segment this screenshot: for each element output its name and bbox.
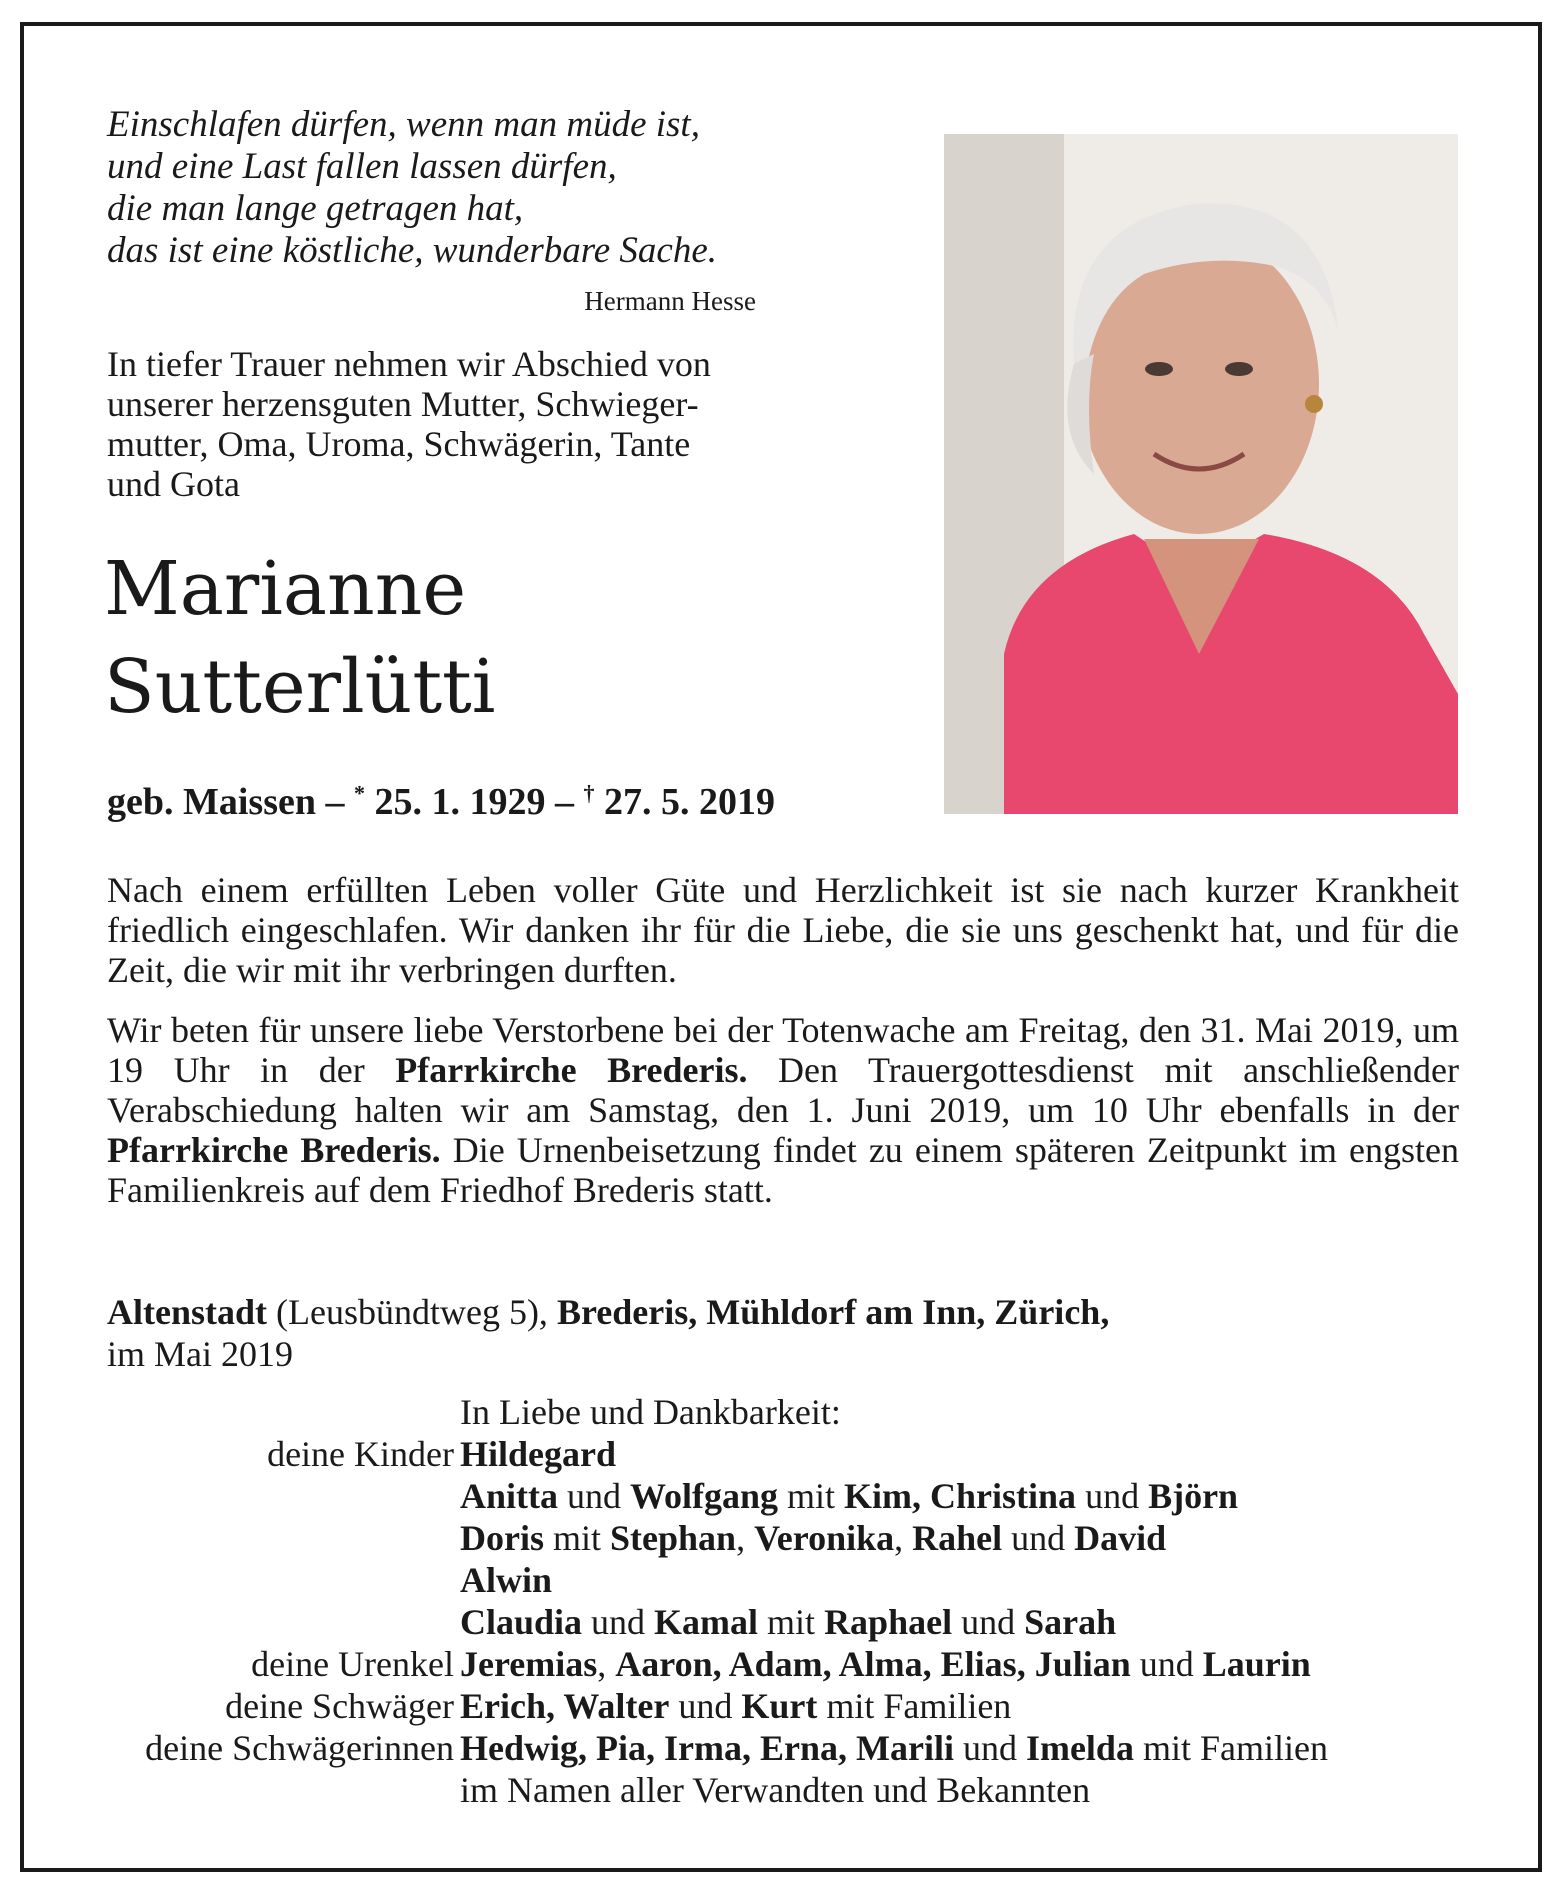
connector: und	[1002, 1518, 1075, 1558]
family-heading: In Liebe und Dankbarkeit:	[460, 1392, 841, 1432]
place-name: Altenstadt	[107, 1292, 267, 1332]
birth-date: 25. 1. 1929 –	[365, 781, 584, 823]
person-name: Erich, Walter	[460, 1686, 670, 1726]
family-row	[0, 1475, 1568, 1517]
quote-line: und eine Last fallen lassen dürfen,	[107, 146, 617, 187]
place-names: Brederis, Mühldorf am Inn, Zürich,	[556, 1292, 1110, 1332]
service-text: Die Urnenbeisetzung findet zu einem späteren Zeitpunkt im engsten Familienkreis auf dem Friedhof Brederis statt.	[107, 1130, 1460, 1210]
person-name: Veronika	[754, 1518, 895, 1558]
person-name: Doris	[460, 1518, 544, 1558]
person-name: David	[1074, 1518, 1167, 1558]
service-text: Den Trauergottesdienst mit anschließender Verabschiedung halten wir am Samstag, den 1. Juni 2019, um 10 Uhr ebenfalls in der	[107, 1050, 1459, 1130]
poem-quote	[107, 104, 767, 272]
deceased-name	[104, 540, 824, 736]
connector: ,	[736, 1518, 755, 1558]
intro-line: und Gota	[107, 464, 240, 504]
person-name: Stephan	[610, 1518, 737, 1558]
connector: mit Familien	[817, 1686, 1012, 1726]
family-row	[0, 1601, 1568, 1643]
family-row-children	[0, 1433, 1568, 1475]
location-block	[107, 1291, 1459, 1375]
birth-mark: *	[354, 780, 365, 806]
family-row-sisters-in-law	[0, 1727, 1568, 1769]
person-name: Kurt	[741, 1686, 818, 1726]
relation-label: deine Urenkel	[251, 1644, 454, 1684]
address: (Leusbündtweg 5),	[267, 1292, 557, 1332]
family-row	[0, 1517, 1568, 1559]
relation-label: deine Schwägerinnen	[145, 1728, 454, 1768]
connector: ,	[597, 1644, 616, 1684]
connector: ,	[894, 1518, 913, 1558]
connector: mit	[758, 1602, 825, 1642]
paragraph-life	[107, 870, 1459, 990]
intro-text	[107, 344, 827, 504]
connector: mit	[778, 1476, 845, 1516]
quote-line: die man lange getragen hat,	[107, 188, 524, 229]
closing-line: im Namen aller Verwandten und Bekannten	[460, 1770, 1091, 1810]
connector: und	[558, 1476, 630, 1516]
family-row-brothers-in-law	[0, 1685, 1568, 1727]
person-name: Jeremias	[460, 1644, 598, 1684]
family-row-closing	[0, 1769, 1568, 1811]
portrait-illustration	[944, 134, 1458, 814]
relation-label: deine Kinder	[267, 1434, 454, 1474]
connector: und	[953, 1728, 1026, 1768]
connector: und	[1076, 1476, 1149, 1516]
person-name: Alwin	[460, 1560, 553, 1600]
person-name: Hildegard	[460, 1434, 617, 1474]
intro-line: unserer herzensguten Mutter, Schwieger-	[107, 384, 699, 424]
portrait-photo	[944, 134, 1458, 814]
relation-label: deine Schwäger	[225, 1686, 454, 1726]
person-name: Imelda	[1025, 1728, 1134, 1768]
notice-date: im Mai 2019	[107, 1334, 293, 1374]
person-name: Kim, Christina	[844, 1476, 1077, 1516]
person-name: Hedwig, Pia, Irma, Erna, Marili	[460, 1728, 954, 1768]
person-name: Laurin	[1202, 1644, 1311, 1684]
last-name: Sutterlütti	[104, 644, 496, 730]
first-name: Marianne	[104, 546, 467, 632]
church-name: Pfarrkirche Brederis.	[107, 1130, 441, 1170]
person-name: Claudia	[460, 1602, 583, 1642]
family-row	[0, 1559, 1568, 1601]
paragraph-text: Nach einem erfüllten Leben voller Güte und Herzlichkeit ist sie nach kurzer Krankheit friedlich eingeschlafen. Wir danken ihr für die Liebe, die sie uns geschenkt hat, und für die Zeit, die wir mit ihr verbringen durften.	[107, 870, 1459, 990]
death-date: 27. 5. 2019	[594, 781, 775, 823]
life-dates	[107, 780, 867, 824]
paragraph-services	[107, 1010, 1459, 1210]
family-list	[0, 1391, 1568, 1811]
person-name: Raphael	[824, 1602, 953, 1642]
person-name: Wolfgang	[630, 1476, 779, 1516]
person-name: Kamal	[654, 1602, 759, 1642]
quote-author: Hermann Hesse	[584, 286, 756, 316]
connector: mit Familien	[1133, 1728, 1328, 1768]
quote-line: das ist eine köstliche, wunderbare Sache.	[107, 230, 718, 271]
person-name: Sarah	[1024, 1602, 1117, 1642]
family-row-greatgrandchildren	[0, 1643, 1568, 1685]
service-text: Wir beten für unsere liebe Verstorbene bei der Totenwache am Freitag, den 31. Mai 2019, um 19 Uhr in der	[107, 1010, 1459, 1090]
person-name: Anitta	[460, 1476, 558, 1516]
connector: mit	[544, 1518, 611, 1558]
connector: und	[1130, 1644, 1203, 1684]
connector: und	[582, 1602, 655, 1642]
person-name: Aaron, Adam, Alma, Elias, Julian	[615, 1644, 1131, 1684]
person-name: Rahel	[912, 1518, 1003, 1558]
connector: und	[952, 1602, 1025, 1642]
intro-line: In tiefer Trauer nehmen wir Abschied von	[107, 344, 711, 384]
birth-prefix: geb. Maissen –	[107, 781, 354, 823]
church-name: Pfarrkirche Brederis.	[395, 1050, 748, 1090]
quote-line: Einschlafen dürfen, wenn man müde ist,	[107, 104, 700, 145]
death-mark: †	[583, 780, 595, 806]
connector: und	[669, 1686, 742, 1726]
intro-line: mutter, Oma, Uroma, Schwägerin, Tante	[107, 424, 691, 464]
person-name: Björn	[1148, 1476, 1239, 1516]
